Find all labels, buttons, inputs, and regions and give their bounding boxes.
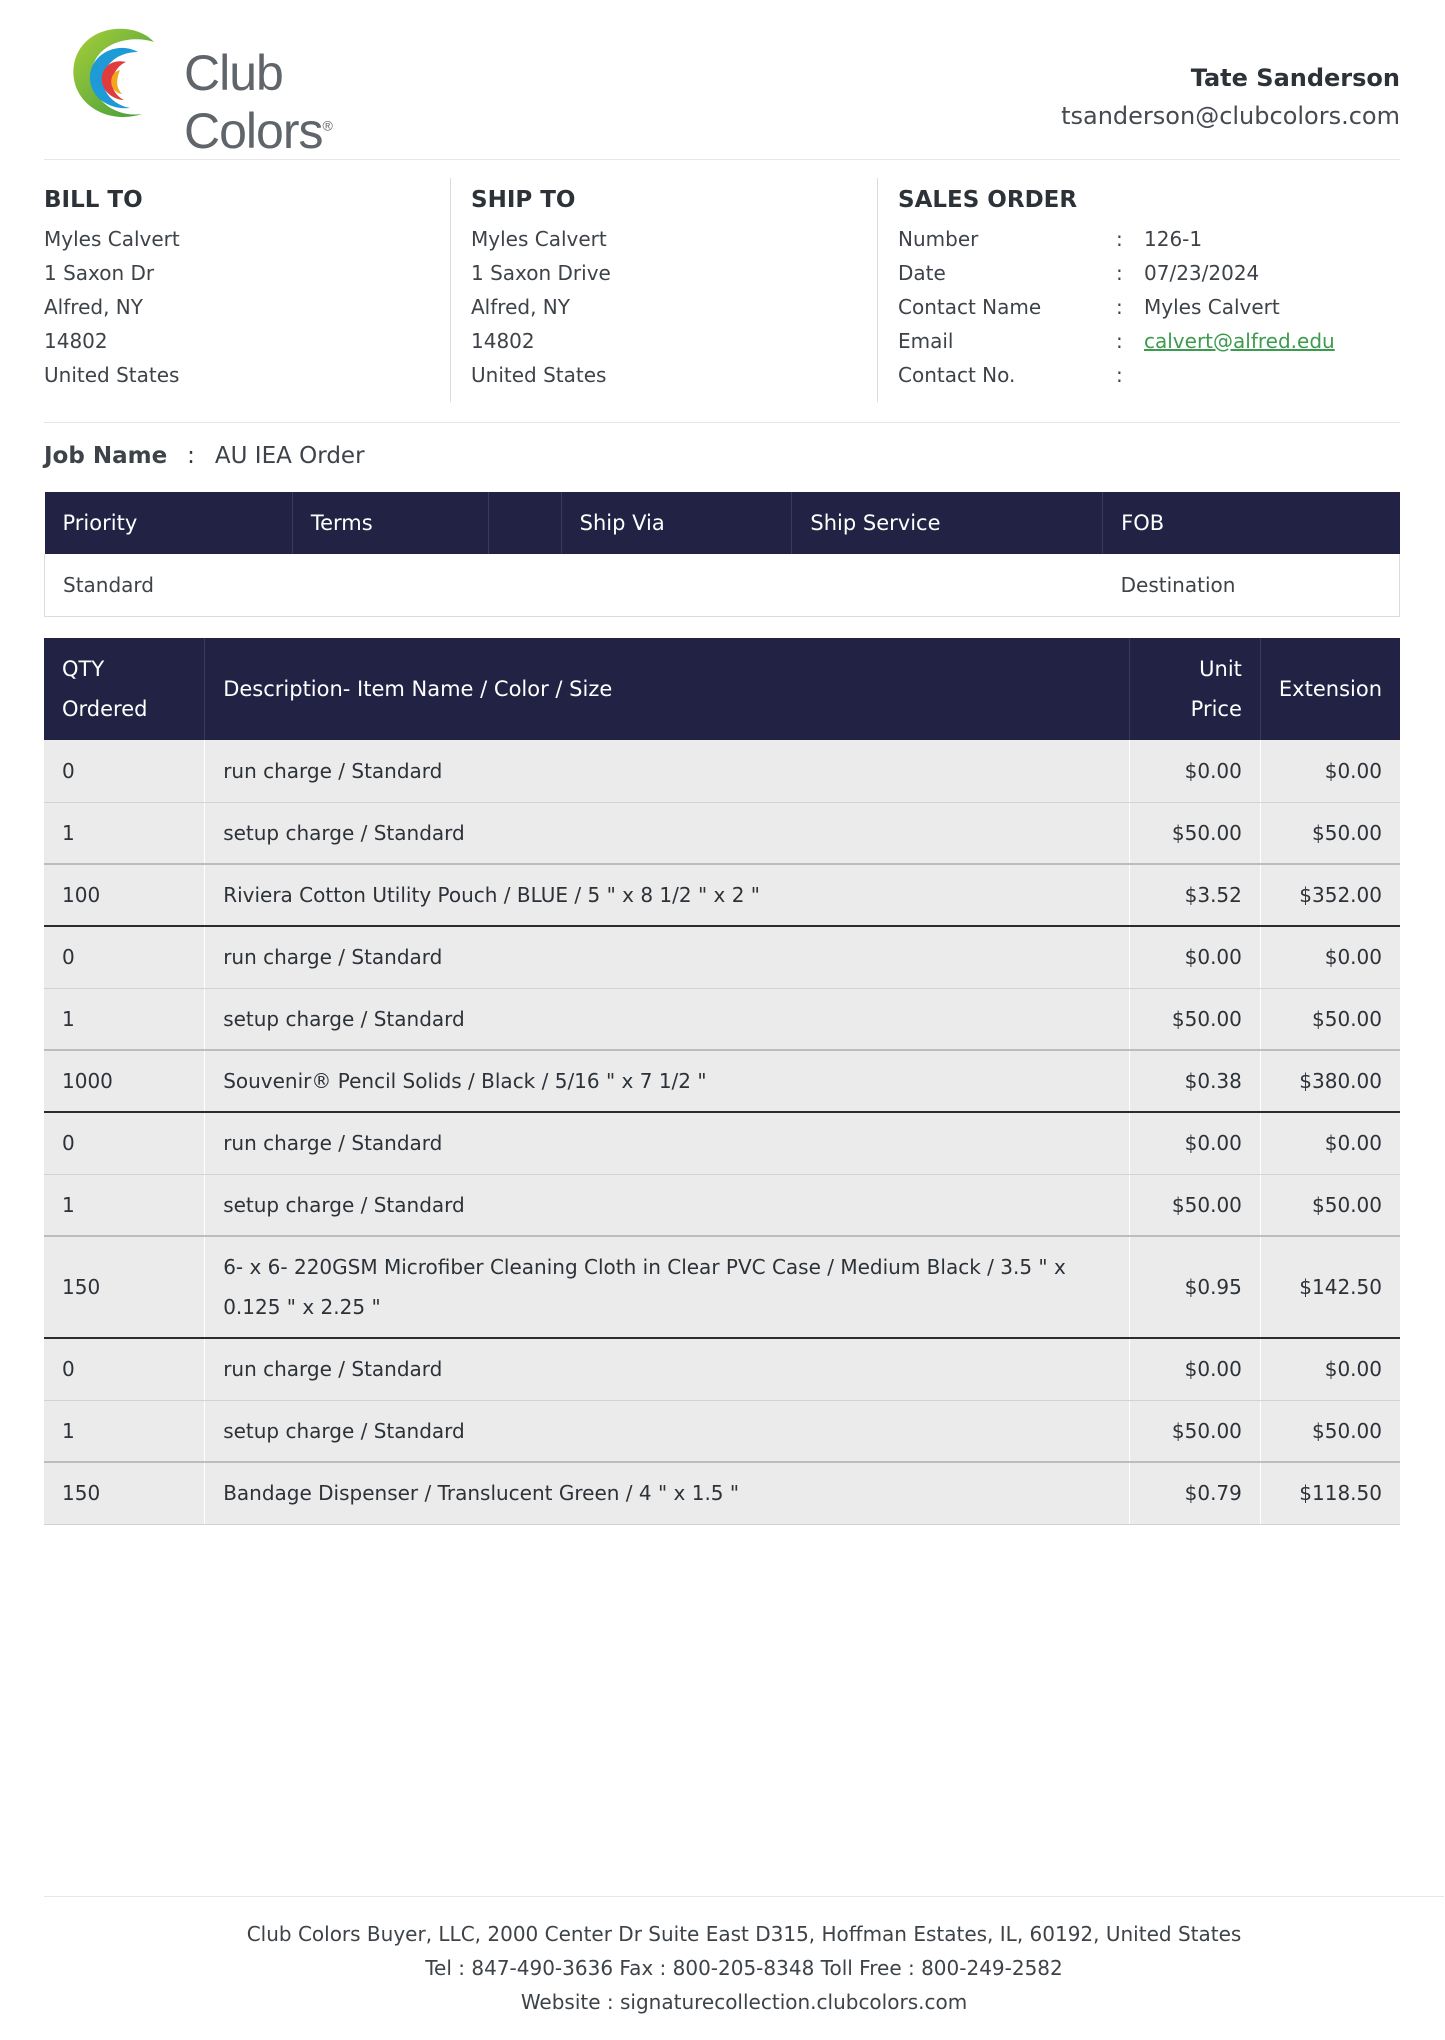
so-email-link[interactable]: calvert@alfred.edu	[1144, 329, 1335, 353]
bill-to-line: Myles Calvert	[44, 227, 180, 251]
description-cell: run charge / Standard	[205, 740, 1130, 802]
so-number-row	[898, 222, 1400, 256]
description-cell: Riviera Cotton Utility Pouch / BLUE / 5 " x 8 1/2 " x 2 "	[205, 864, 1130, 926]
so-separator: :	[1116, 261, 1123, 285]
items-header-row	[44, 638, 1400, 740]
header-priority: Priority	[45, 492, 293, 554]
so-contact-name-row	[898, 290, 1400, 324]
qty-cell: 1	[44, 988, 205, 1050]
so-label: Date	[898, 261, 946, 285]
bill-to-line: Alfred, NY	[44, 295, 143, 319]
table-row	[44, 1112, 1400, 1174]
header-ship-via: Ship Via	[561, 492, 792, 554]
job-name-value: AU IEA Order	[214, 443, 365, 469]
sales-order-document	[44, 0, 1400, 2040]
ship-service-value	[792, 554, 1103, 616]
description-cell: run charge / Standard	[205, 1112, 1130, 1174]
so-label: Contact No.	[898, 363, 1016, 387]
terms-value	[292, 554, 488, 616]
ship-to-line: Alfred, NY	[471, 295, 570, 319]
extension-cell: $0.00	[1260, 926, 1400, 988]
header-terms: Terms	[292, 492, 488, 554]
so-date-row	[898, 256, 1400, 290]
extension-cell: $50.00	[1260, 802, 1400, 864]
unit-price-cell: $3.52	[1130, 864, 1261, 926]
unit-price-cell: $50.00	[1130, 1174, 1261, 1236]
bill-to-line: 14802	[44, 329, 108, 353]
header-ship-service: Ship Service	[792, 492, 1103, 554]
extension-cell: $118.50	[1260, 1462, 1400, 1524]
sales-order-title: SALES ORDER	[898, 187, 1078, 213]
extension-cell: $352.00	[1260, 864, 1400, 926]
table-row	[44, 1462, 1400, 1524]
so-date-value: 07/23/2024	[1144, 261, 1260, 285]
job-name-row	[44, 436, 365, 476]
job-name-label: Job Name	[44, 443, 168, 469]
unit-price-cell: $0.79	[1130, 1462, 1261, 1524]
extension-cell: $380.00	[1260, 1050, 1400, 1112]
rep-email[interactable]: tsanderson@clubcolors.com	[1061, 102, 1400, 130]
ship-to-title: SHIP TO	[471, 187, 576, 213]
unit-price-cell: $50.00	[1130, 988, 1261, 1050]
extension-cell: $50.00	[1260, 1400, 1400, 1462]
table-row	[44, 1236, 1400, 1338]
header-fob: FOB	[1103, 492, 1400, 554]
shipping-value-row	[45, 554, 1400, 616]
ship-to-line: United States	[471, 363, 607, 387]
so-contact-no-row	[898, 358, 1400, 392]
so-label: Number	[898, 227, 979, 251]
table-row	[44, 1338, 1400, 1400]
qty-cell: 100	[44, 864, 205, 926]
description-cell: setup charge / Standard	[205, 1400, 1130, 1462]
bill-to-line: United States	[44, 363, 180, 387]
sales-rep-block	[1061, 60, 1400, 136]
qty-cell: 1	[44, 1174, 205, 1236]
sales-order-block	[898, 178, 1400, 402]
extension-cell: $0.00	[1260, 1112, 1400, 1174]
footer-address: Club Colors Buyer, LLC, 2000 Center Dr Suite East D315, Hoffman Estates, IL, 60192, United States	[246, 1922, 1242, 1946]
ship-to-line: Myles Calvert	[471, 227, 607, 251]
header-description: Description- Item Name / Color / Size	[205, 638, 1130, 740]
header-qty: QTY Ordered	[44, 638, 205, 740]
document-header	[44, 0, 1400, 160]
unit-price-cell: $0.00	[1130, 1338, 1261, 1400]
table-row	[44, 1050, 1400, 1112]
ship-to-line: 1 Saxon Drive	[471, 261, 611, 285]
description-cell: Souvenir® Pencil Solids / Black / 5/16 " x 7 1/2 "	[205, 1050, 1130, 1112]
qty-cell: 1	[44, 1400, 205, 1462]
footer-website[interactable]: Website : signaturecollection.clubcolors.com	[520, 1990, 968, 2014]
so-label: Email	[898, 329, 954, 353]
qty-cell: 0	[44, 926, 205, 988]
unit-price-cell: $0.00	[1130, 926, 1261, 988]
table-row	[44, 926, 1400, 988]
table-row	[44, 1400, 1400, 1462]
table-row	[44, 864, 1400, 926]
description-cell: setup charge / Standard	[205, 1174, 1130, 1236]
unit-price-cell: $0.00	[1130, 1112, 1261, 1174]
so-contact-name-value: Myles Calvert	[1144, 295, 1280, 319]
bill-to-block	[44, 178, 451, 402]
ship-to-line: 14802	[471, 329, 535, 353]
header-unit-price: Unit Price	[1130, 638, 1261, 740]
description-cell: setup charge / Standard	[205, 802, 1130, 864]
header-blank	[488, 492, 561, 554]
table-row	[44, 1174, 1400, 1236]
club-colors-logo	[64, 22, 424, 159]
qty-cell: 0	[44, 740, 205, 802]
unit-price-cell: $50.00	[1130, 802, 1261, 864]
so-separator: :	[1116, 227, 1123, 251]
qty-cell: 0	[44, 1338, 205, 1400]
unit-price-cell: $0.38	[1130, 1050, 1261, 1112]
table-row	[44, 988, 1400, 1050]
job-separator: :	[187, 443, 195, 469]
qty-cell: 1	[44, 802, 205, 864]
unit-price-cell: $50.00	[1130, 1400, 1261, 1462]
qty-cell: 0	[44, 1112, 205, 1174]
bill-to-line: 1 Saxon Dr	[44, 261, 155, 285]
ship-to-block	[471, 178, 878, 402]
footer-phones: Tel : 847-490-3636 Fax : 800-205-8348 Toll Free : 800-249-2582	[425, 1956, 1063, 1980]
extension-cell: $50.00	[1260, 1174, 1400, 1236]
qty-cell: 150	[44, 1236, 205, 1338]
description-cell: run charge / Standard	[205, 926, 1130, 988]
priority-value: Standard	[45, 554, 293, 616]
table-row	[44, 740, 1400, 802]
qty-cell: 150	[44, 1462, 205, 1524]
qty-cell: 1000	[44, 1050, 205, 1112]
header-extension: Extension	[1260, 638, 1400, 740]
extension-cell: $0.00	[1260, 740, 1400, 802]
so-email-row	[898, 324, 1400, 358]
shipping-header-row	[45, 492, 1400, 554]
table-row	[44, 802, 1400, 864]
unit-price-cell: $0.00	[1130, 740, 1261, 802]
description-cell: 6- x 6- 220GSM Microfiber Cleaning Cloth in Clear PVC Case / Medium Black / 3.5 " x 0.125 " x 2.25 "	[205, 1236, 1130, 1338]
document-footer	[44, 1896, 1444, 2019]
extension-cell: $0.00	[1260, 1338, 1400, 1400]
logo-wordmark: Club Colors®	[184, 45, 332, 159]
so-separator: :	[1116, 295, 1123, 319]
so-separator: :	[1116, 329, 1123, 353]
so-label: Contact Name	[898, 295, 1042, 319]
unit-price-cell: $0.95	[1130, 1236, 1261, 1338]
shipping-table	[44, 492, 1400, 617]
fob-value: Destination	[1103, 554, 1400, 616]
description-cell: run charge / Standard	[205, 1338, 1130, 1400]
club-colors-swirl-icon	[64, 22, 174, 122]
description-cell: Bandage Dispenser / Translucent Green / 4 " x 1.5 "	[205, 1462, 1130, 1524]
section-divider	[44, 422, 1400, 423]
description-cell: setup charge / Standard	[205, 988, 1130, 1050]
blank-value	[488, 554, 561, 616]
so-number-value: 126-1	[1144, 227, 1203, 251]
so-separator: :	[1116, 363, 1123, 387]
bill-to-title: BILL TO	[44, 187, 143, 213]
extension-cell: $142.50	[1260, 1236, 1400, 1338]
ship-via-value	[561, 554, 792, 616]
rep-name: Tate Sanderson	[1190, 64, 1400, 92]
extension-cell: $50.00	[1260, 988, 1400, 1050]
line-items-table	[44, 638, 1400, 1525]
